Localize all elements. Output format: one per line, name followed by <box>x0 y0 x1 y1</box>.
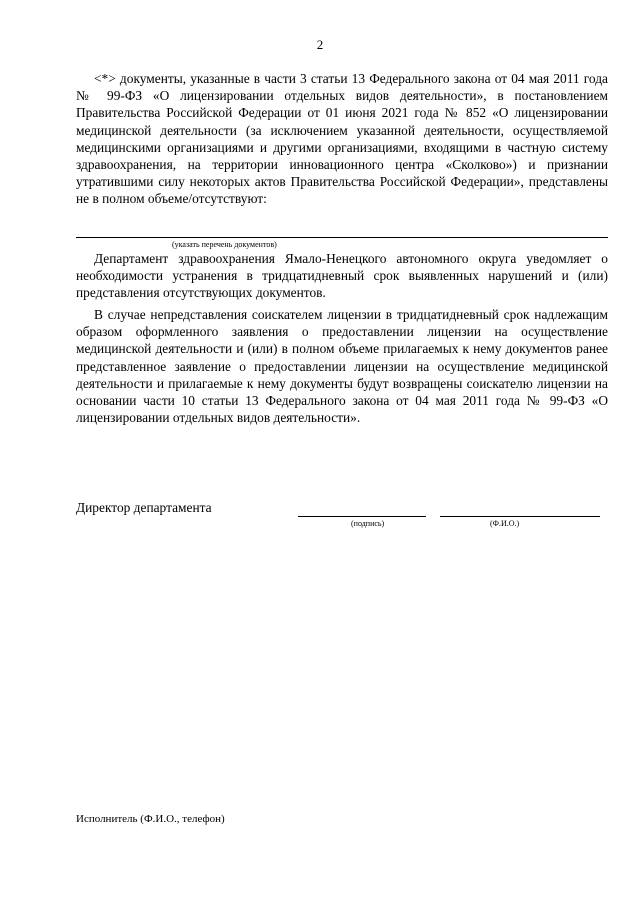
executor-line: Исполнитель (Ф.И.О., телефон) <box>76 813 225 825</box>
name-caption: (Ф.И.О.) <box>490 519 520 528</box>
documents-list-caption: (указать перечень документов) <box>172 240 277 249</box>
director-title: Директор департамента <box>76 500 212 515</box>
paragraph-department-notice: Департамент здравоохранения Ямало-Ненецкого автономного округа уведомляет о необходимости устранения в тридцатидневный срок выявленных нарушений и (или) представления отсутствующих документов. <box>76 251 608 301</box>
paragraph-return-warning: В случае непредставления соискателем лицензии в тридцатидневный срок надлежащим образом оформленного заявления о предоставлении лицензии на осуществление медицинской деятельности и (или) в полном объеме прилагаемых к нему документов ранее представленное заявление о предоставлении лицензии на осуществление медицинской деятельности и прилагаемые к нему документы будут возвращены соискателю лицензии на основании части 10 статьи 13 Федерального закона от 04 мая 2011 года № 99-ФЗ «О лицензировании отдельных видов деятельности». <box>76 307 608 426</box>
paragraph-documents-notice: <*> документы, указанные в части 3 статьи 13 Федерального закона от 04 мая 2011 года № 99-ФЗ «О лицензировании отдельных видов деятельности», в постановлением Правительства Российской Федерации от 01 июня 2021 года № 852 «О лицензировании медицинской деятельности (за исключением указанной деятельности, осуществляемой медицинскими организациями и другими организациями, входящими в частную систему здравоохранения, на территории инновационного центра «Сколково») и признании утратившими силу некоторых актов Правительства Российской Федерации», представлены не в полном объеме/отсутствуют: <box>76 71 608 207</box>
page-number: 2 <box>316 37 324 52</box>
name-line <box>440 516 600 517</box>
signature-caption: (подпись) <box>351 519 385 528</box>
signature-line <box>298 516 426 517</box>
documents-list-line <box>76 237 608 238</box>
